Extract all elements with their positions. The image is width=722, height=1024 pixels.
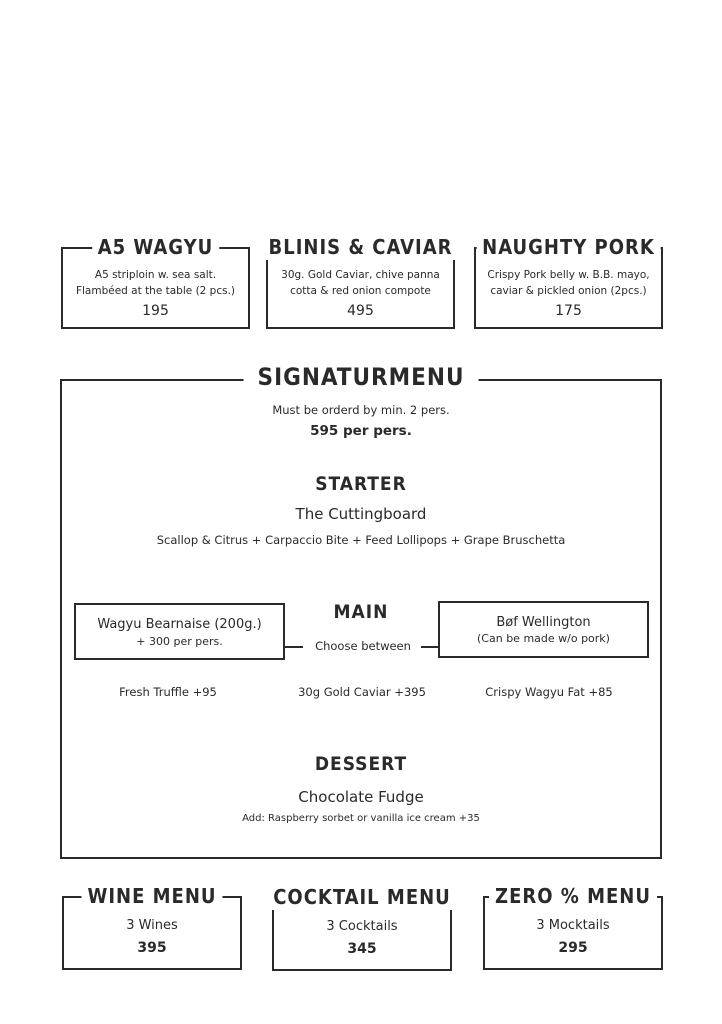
main-addon: Fresh Truffle +95 — [119, 685, 217, 699]
drink-box-cocktail — [272, 885, 452, 971]
starter-desc-line: cotta & red onion compote — [290, 285, 431, 297]
starter-box-blinis-caviar — [266, 235, 455, 329]
drink-box-wine — [62, 884, 242, 970]
main-option-name: Wagyu Bearnaise (200g.) — [97, 617, 262, 632]
starter-heading: STARTER — [315, 473, 407, 495]
starter-price: 495 — [347, 303, 374, 319]
starter-title: A5 WAGYU — [92, 234, 220, 260]
drink-item: 3 Wines — [126, 918, 178, 933]
starter-title: BLINIS & CAVIAR — [263, 234, 459, 260]
main-option-name: Bøf Wellington — [496, 615, 591, 630]
main-option-left — [74, 603, 285, 660]
dessert-dish: Chocolate Fudge — [298, 788, 424, 806]
starter-desc-line: Flambéed at the table (2 pcs.) — [75, 285, 236, 297]
starter-desc-line: caviar & pickled onion (2pcs.) — [490, 285, 647, 297]
main-addon: Crispy Wagyu Fat +85 — [485, 685, 613, 699]
drink-price: 395 — [137, 940, 167, 956]
starter-desc-line: A5 striploin w. sea salt. — [94, 269, 217, 281]
starter-price: 175 — [555, 303, 582, 319]
starter-box-naughty-pork — [474, 235, 663, 329]
drink-title: WINE MENU — [81, 883, 222, 909]
starter-desc-line: Crispy Pork belly w. B.B. mayo, — [487, 269, 650, 281]
starter-desc — [268, 267, 453, 299]
starter-desc — [476, 267, 661, 299]
drink-item: 3 Cocktails — [326, 919, 398, 934]
main-addon: 30g Gold Caviar +395 — [298, 685, 426, 699]
signature-price: 595 per pers. — [310, 423, 412, 439]
drink-price: 345 — [347, 941, 377, 957]
dessert-addon: Add: Raspberry sorbet or vanilla ice cream +35 — [242, 813, 480, 824]
main-option-right — [438, 601, 649, 658]
main-option-sub: + 300 per pers. — [136, 635, 223, 648]
drink-box-zero — [483, 884, 663, 970]
starter-box-a5-wagyu — [61, 235, 250, 329]
drink-item: 3 Mocktails — [536, 918, 610, 933]
starter-dish: The Cuttingboard — [295, 505, 427, 523]
signature-menu-box — [60, 363, 662, 859]
starter-components: Scallop & Citrus + Carpaccio Bite + Feed Lollipops + Grape Bruschetta — [156, 533, 566, 547]
starter-desc-line: 30g. Gold Caviar, chive panna — [281, 269, 440, 281]
drink-price: 295 — [558, 940, 588, 956]
connector-line — [285, 646, 303, 648]
drink-title: COCKTAIL MENU — [267, 884, 457, 910]
connector-line — [421, 646, 439, 648]
starter-price: 195 — [142, 303, 169, 319]
signature-note: Must be orderd by min. 2 pers. — [272, 403, 450, 417]
drink-title: ZERO % MENU — [489, 883, 657, 909]
starter-title: NAUGHTY PORK — [476, 234, 661, 260]
signature-title: SIGNATURMENU — [244, 364, 479, 390]
main-option-sub: (Can be made w/o pork) — [477, 632, 610, 645]
main-heading: MAIN — [333, 601, 389, 623]
choose-between: Choose between — [315, 639, 411, 653]
starter-desc — [63, 267, 248, 299]
dessert-heading: DESSERT — [314, 753, 408, 775]
